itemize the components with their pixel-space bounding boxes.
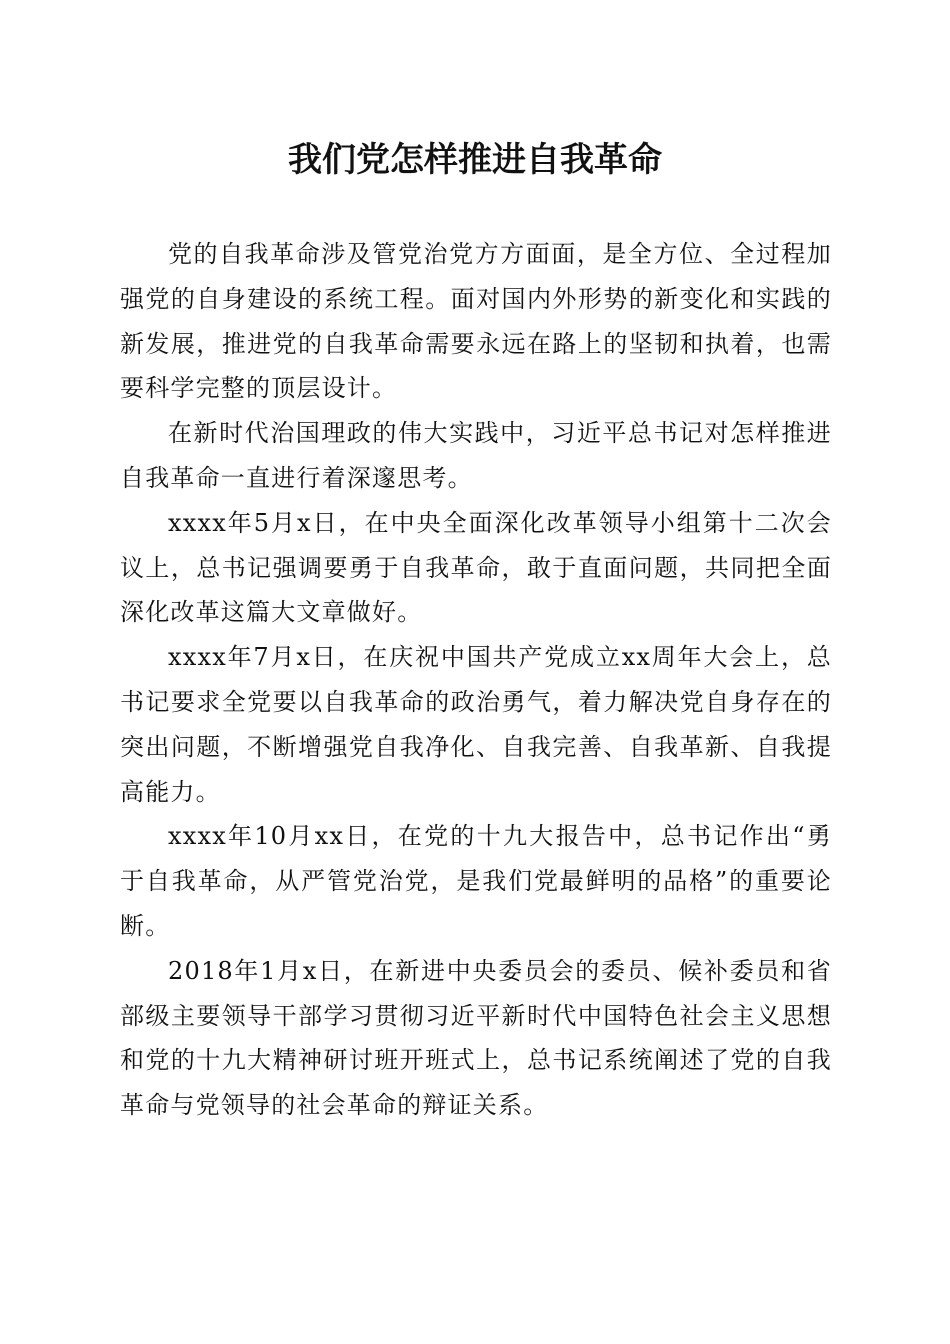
document-title: 我们党怎样推进自我革命 xyxy=(288,140,662,180)
paragraph-reflection: 在新时代治国理政的伟大实践中，习近平总书记对怎样推进自我革命一直进行着深邃思考。 xyxy=(120,419,832,492)
document-body xyxy=(120,232,832,1128)
paragraph-event-july: xxxx年7月x日，在庆祝中国共产党成立xx周年大会上，总书记要求全党要以自我革命的政治勇气，着力解决党自身存在的突出问题，不断增强党自我净化、自我完善、自我革新、自我提高能力。 xyxy=(120,643,832,806)
paragraph-event-october: xxxx年10月xx日，在党的十九大报告中，总书记作出“勇于自我革命，从严管党治党，是我们党最鲜明的品格”的重要论断。 xyxy=(120,822,832,940)
paragraph-intro: 党的自我革命涉及管党治党方方面面，是全方位、全过程加强党的自身建设的系统工程。面对国内外形势的新变化和实践的新发展，推进党的自我革命需要永远在路上的坚韧和执着，也需要科学完整的顶层设计。 xyxy=(120,240,832,403)
paragraph-event-may: xxxx年5月x日，在中央全面深化改革领导小组第十二次会议上，总书记强调要勇于自我革命，敢于直面问题，共同把全面深化改革这篇大文章做好。 xyxy=(120,508,832,627)
paragraph-event-2018: 2018年1月x日，在新进中央委员会的委员、候补委员和省部级主要领导干部学习贯彻习近平新时代中国特色社会主义思想和党的十九大精神研讨班开班式上，总书记系统阐述了党的自我革命与党领导的社会革命的辩证关系。 xyxy=(120,956,832,1120)
